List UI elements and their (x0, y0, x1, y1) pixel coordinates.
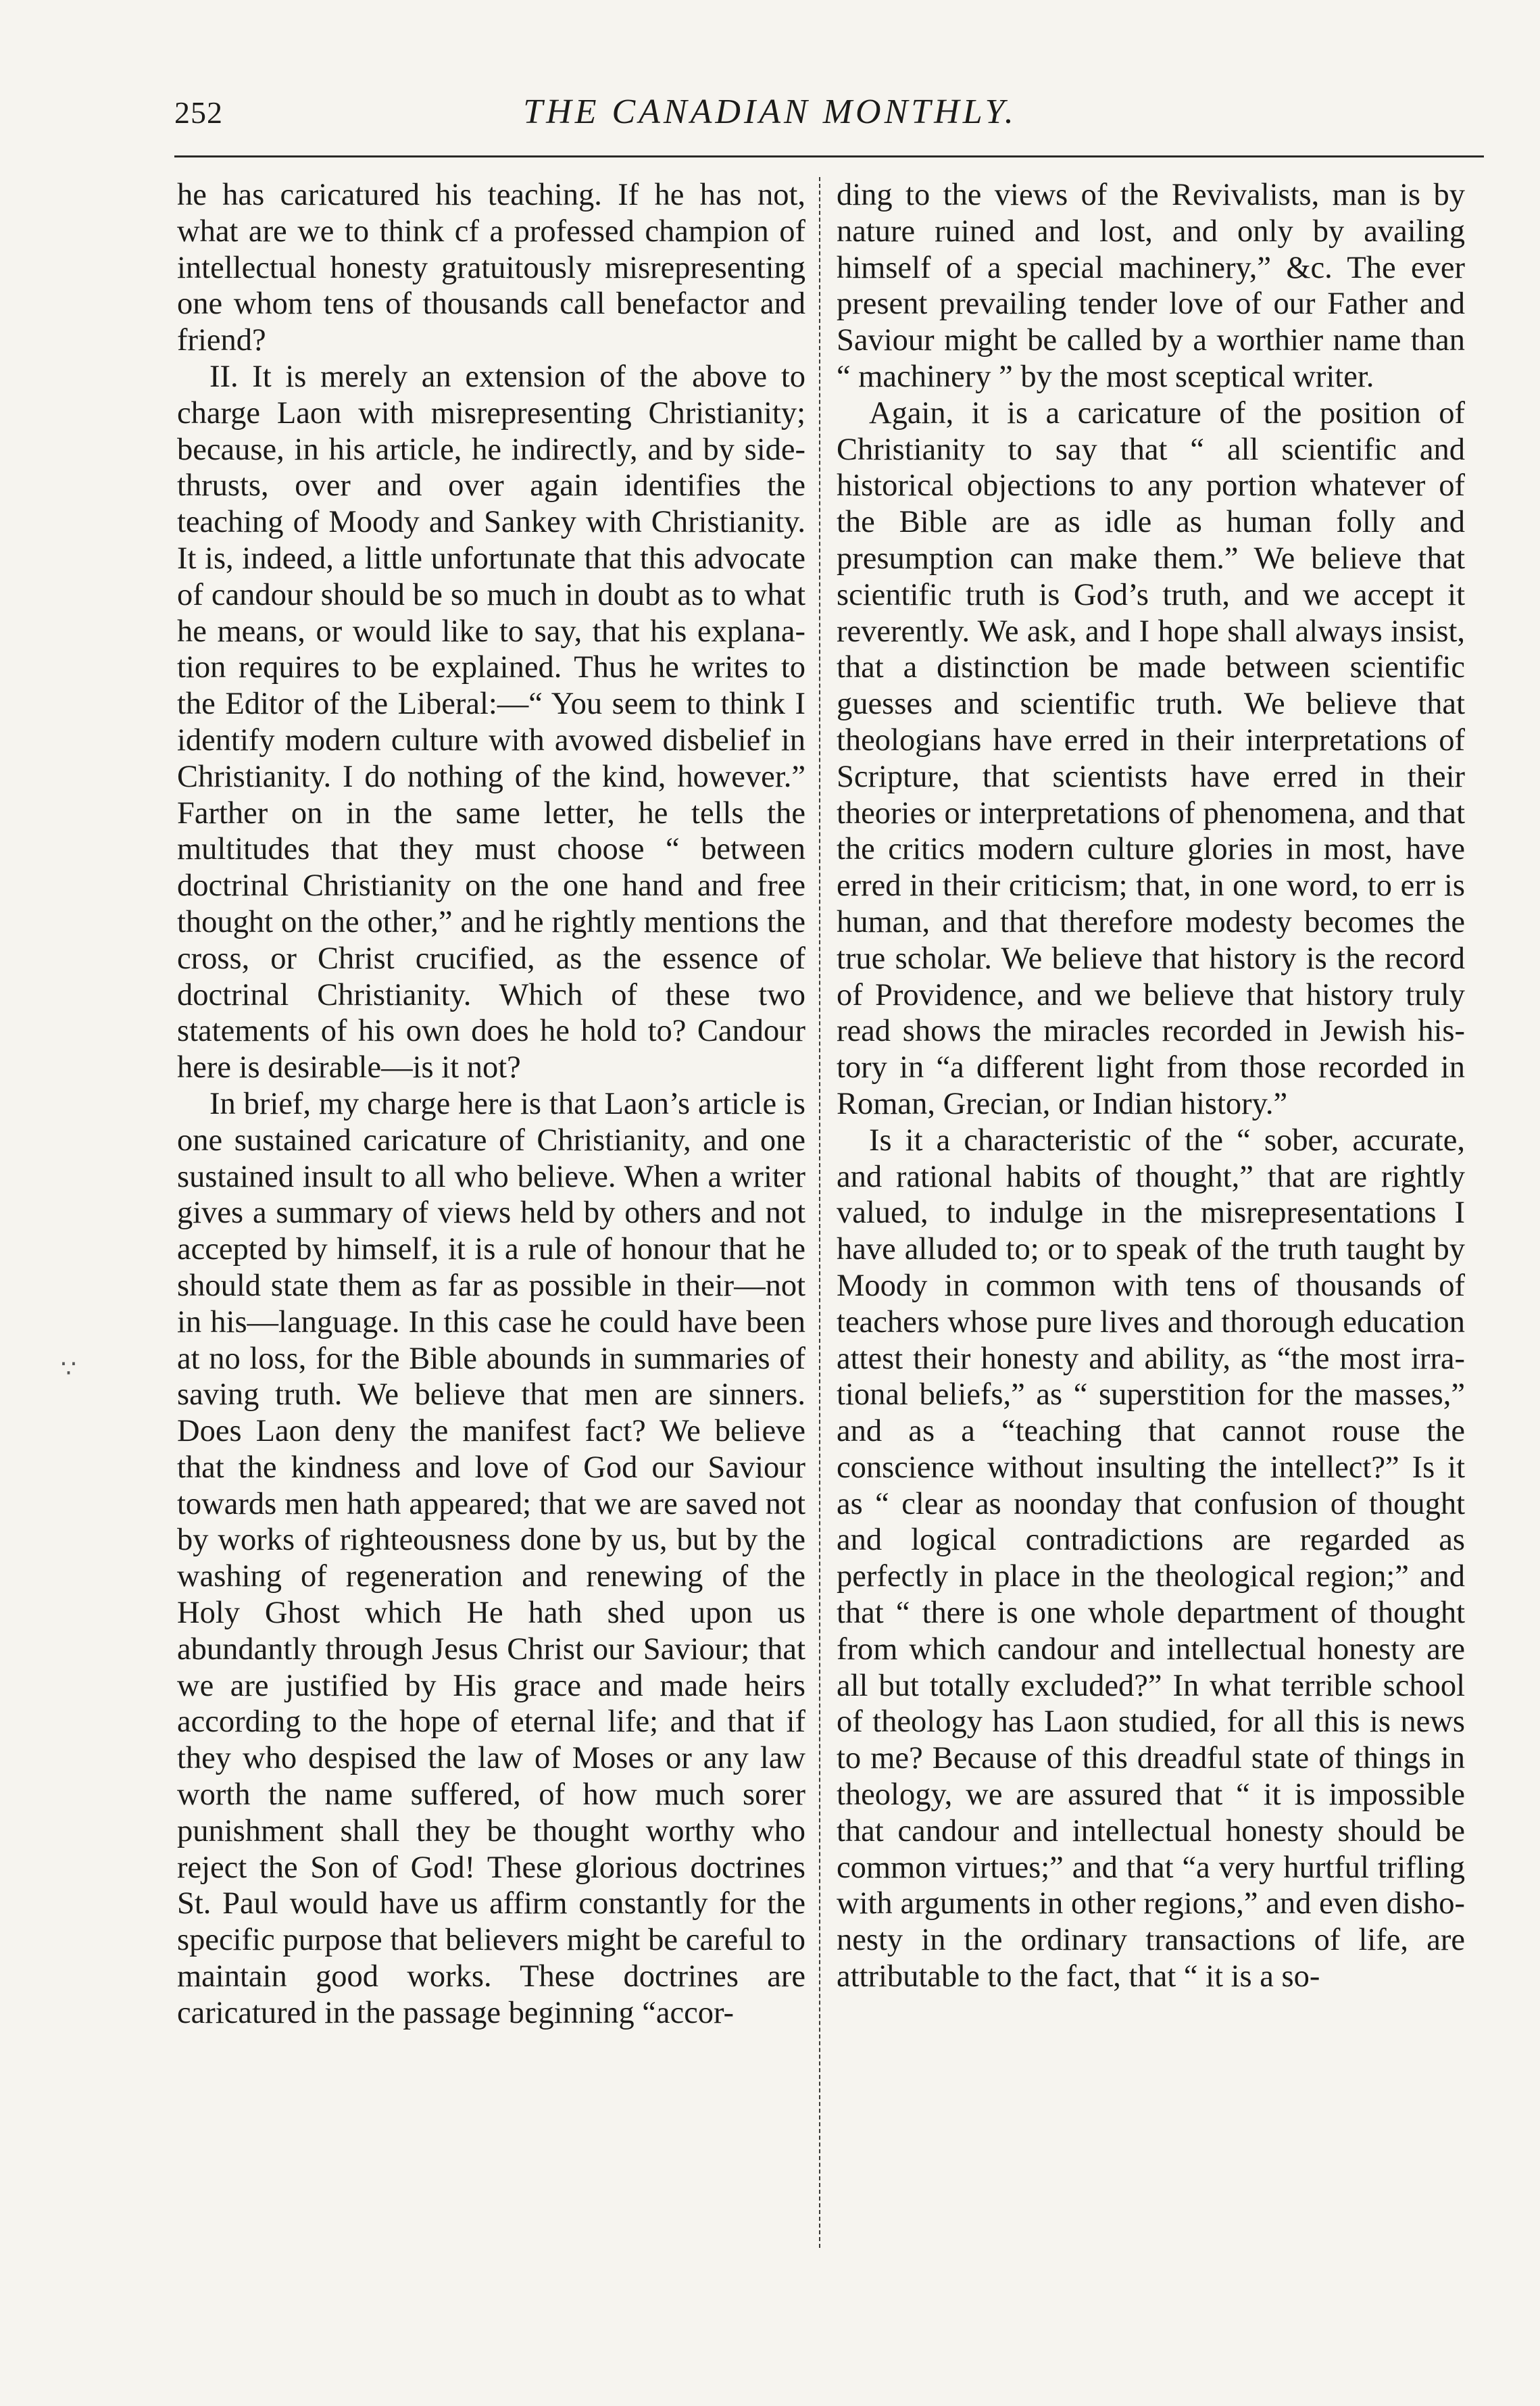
page-number: 252 (174, 95, 223, 130)
paragraph: Again, it is a caricature of the position of Christianity to say that “ all scientific and historical objections to any portion whatever of the Bible are as idle as human folly and presumption can make them.” We believe that scientific truth is God’s truth, and we accept it reverently. We ask, and I hope shall always insist, that a distinction be made between scientific guesses and scientific truth. We believe that theologians have erred in their interpretations of Scripture, that scientists have erred in their theories or interpretations of phenomena, and that the critics modern culture glories in most, have erred in their criticism; that, in one word, to err is human, and that therefore modesty becomes the true scholar. We believe that history is the record of Providence, and we believe that history truly read shows the miracles recorded in Jewish history in “a different light from those recorded in Roman, Grecian, or Indian history.” (837, 395, 1465, 1121)
paragraph: In brief, my charge here is that Laon’s article is one sustained caricature of Christianity, and one sustained insult to all who believe. When a writer gives a summary of views held by others and not accepted by himself, it is a rule of honour that he should state them as far as possible in their—not in his—language. In this case he could have been at no loss, for the Bible abounds in summaries of saving truth. We believe that men are sinners. Does Laon deny the manifest fact? We believe that the kindness and love of God our Saviour towards men hath appeared; that we are saved not by works of righteousness done by us, but by the washing of regeneration and renewing of the Holy Ghost which He hath shed upon us abundantly through Jesus Christ our Saviour; that we are justified by His grace and made heirs according to the hope of eternal life; and that if they who despised the law of Moses or any law worth the name suffered, of how much sorer punishment shall they be thought worthy who reject the Son of God! These glorious doctrines St. Paul would have us affirm constantly for the specific purpose that believers might be careful to maintain good works. These doctrines are caricatured in the passage beginning “accor- (177, 1086, 805, 2030)
header-rule (174, 155, 1484, 157)
margin-mark: ∵ (61, 1355, 76, 1382)
running-title: THE CANADIAN MONTHLY. (523, 93, 1017, 131)
column-divider (819, 177, 820, 2248)
paragraph: he has caricatured his teaching. If he has not, what are we to think cf a professed champion of intellectual honesty gratuitously misrepresenting one whom tens of thousands call benefactor and friend? (177, 178, 805, 358)
paragraph: Is it a characteristic of the “ sober, accurate, and rational habits of thought,” that are rightly valued, to indulge in the misrepresentations I have alluded to; or to speak of the truth taught by Moody in common with tens of thousands of teachers whose pure lives and thorough education attest their honesty and ability, as “the most irrational beliefs,” as “ superstition for the masses,” and as a “teaching that cannot rouse the conscience without insulting the intellect?” Is it as “ clear as noonday that confusion of thought and logical contradictions are regarded as perfectly in place in the theological region;” and that “ there is one whole department of thought from which candour and intellectual honesty are all but totally excluded?” In what terrible school of theology has Laon studied, for all this is news to me? Because of this dreadful state of things in theology, we are assured that “ it is impossible that candour and intellectual honesty should be common virtues;” and that “a very hurtful trifling with arguments in other regions,” and even dishonesty in the ordinary transactions of life, are attributable to the fact, that “ it is a so- (837, 1123, 1465, 1994)
paragraph: ding to the views of the Revivalists, man is by nature ruined and lost, and only by availing himself of a special machinery,” &c. The ever present prevailing tender love of our Father and Saviour might be called by a worthier name than “ machinery ” by the most sceptical writer. (837, 178, 1465, 394)
paragraph: II. It is merely an extension of the above to charge Laon with misrepresenting Christianity; because, in his article, he indirectly, and by side-thrusts, over and over again identifies the teaching of Moody and Sankey with Christianity. It is, indeed, a little unfortunate that this advocate of candour should be so much in doubt as to what he means, or would like to say, that his explanation requires to be explained. Thus he writes to the Editor of the Liberal:—“ You seem to think I identify modern culture with avowed disbelief in Christianity. I do nothing of the kind, however.” Farther on in the same letter, he tells the multitudes that they must choose “ between doctrinal Christianity on the one hand and free thought on the other,” and he rightly mentions the cross, or Christ crucified, as the essence of doctrinal Christianity. Which of these two statements of his own does he hold to? Candour here is desirable—is it not? (177, 359, 805, 1085)
left-column (177, 177, 805, 2032)
right-column (837, 177, 1465, 1995)
